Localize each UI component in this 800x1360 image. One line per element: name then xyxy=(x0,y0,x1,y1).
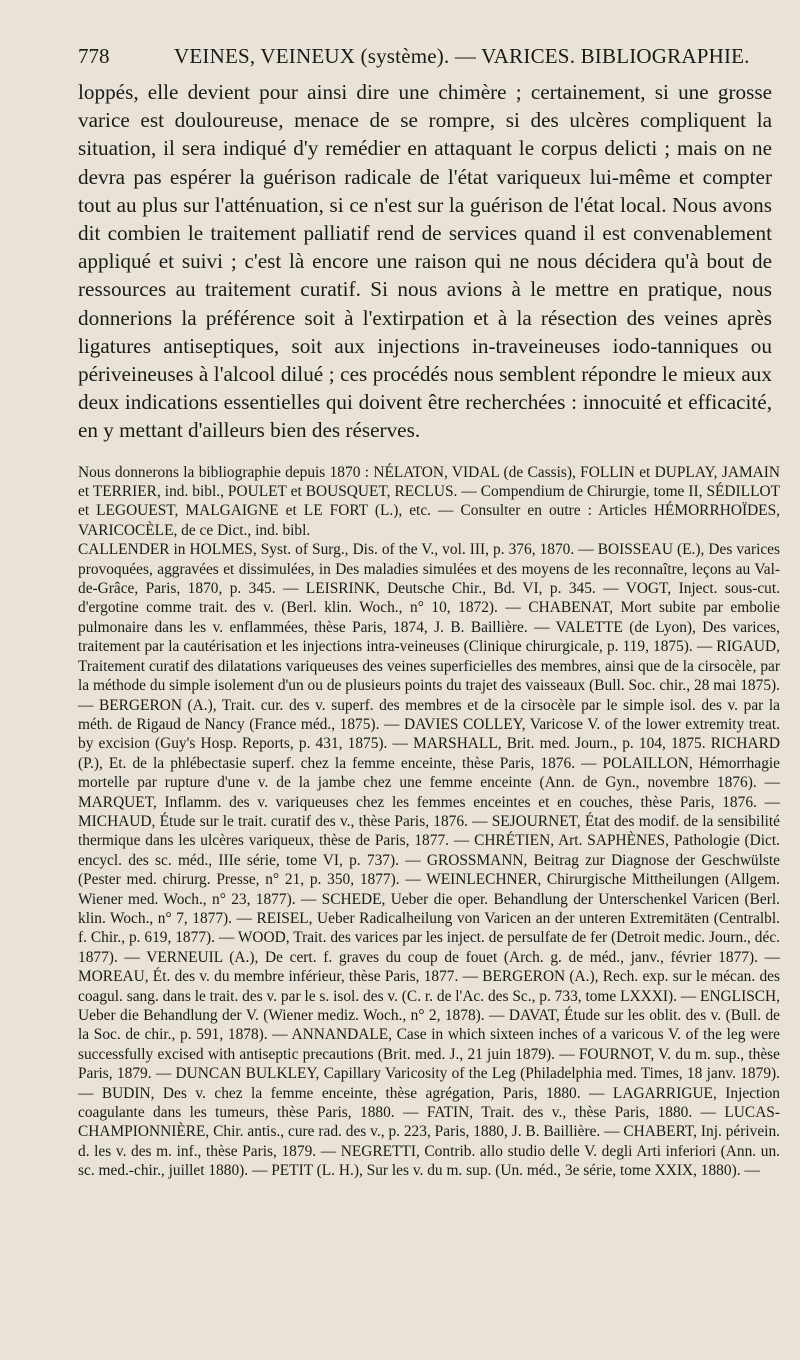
running-header xyxy=(78,40,772,78)
bibliography-entries: CALLENDER in HOLMES, Syst. of Surg., Dis. of the V., vol. III, p. 376, 1870. — BOISSEAU (E.), Des varices provoquées, aggravées et dissimulées, in Des maladies simulées et des moyens de les reconnaître, leçons au Val-de-Grâce, Paris, 1870, p. 345. — LEISRINK, Deutsche Chir., Bd. VI, p. 345. — VOGT, Inject. sous-cut. d'ergotine comme trait. des v. (Berl. klin. Woch., n° 10, 1872). — CHABENAT, Mort subite par embolie pulmonaire dans les v. enflammées, thèse Paris, 1874, J. B. Baillière. — VALETTE (de Lyon), Des varices, traitement par la cautérisation et les injections intra-veineuses (Clinique chirurgicale, p. 119, 1875). — RIGAUD, Traitement curatif des dilatations variqueuses des veines superficielles des membres, ainsi que de la cirsocèle, par la méthode du simple isolement d'un ou de plusieurs points du trajet des vaisseaux (Bull. Soc. chir., 28 mai 1875). — BERGERON (A.), Trait. cur. des v. superf. des membres et de la cirsocèle par le simple isol. des v. par la méth. de Rigaud de Nancy (France méd., 1875). — DAVIES COLLEY, Varicose V. of the lower extremity treat. by excision (Guy's Hosp. Reports, p. 431, 1875). — MARSHALL, Brit. med. Journ., p. 104, 1875. RICHARD (P.), Et. de la phlébectasie superf. chez la femme enceinte, thèse Paris, 1876. — POLAILLON, Hémorrhagie mortelle par rupture d'une v. de la jambe chez une femme enceinte (Ann. de Gyn., novembre 1876). — MARQUET, Inflamm. des v. variqueuses chez les femmes enceintes et en couches, thèse Paris, 1876. — MICHAUD, Étude sur le trait. curatif des v., thèse Paris, 1876. — SEJOURNET, État des modif. de la sensibilité thermique dans les ulcères variqueux, thèse de Paris, 1877. — CHRÉTIEN, Art. SAPHÈNES, Pathologie (Dict. encycl. des sc. méd., IIIe série, tome VI, p. 737). — GROSSMANN, Beitrag zur Diagnose der Geschwülste (Pester med. chirurg. Presse, n° 21, p. 350, 1877). — WEINLECHNER, Chirurgische Mittheilungen (Allgem. Wiener med. Woch., n° 23, 1877). — SCHEDE, Ueber die oper. Behandlung der Unterschenkel Varicen (Berl. klin. Woch., n° 7, 1877). — REISEL, Ueber Radicalheilung von Varicen an der unteren Extremitäten (Centralbl. f. Chir., p. 619, 1877). — WOOD, Trait. des varices par les inject. de persulfate de fer (Detroit medic. Journ., déc. 1877). — VERNEUIL (A.), De cert. f. graves du coup de fouet (Arch. g. de méd., janv., février 1877). — MOREAU, Ét. des v. du membre inférieur, thèse Paris, 1877. — BERGERON (A.), Rech. exp. sur le mécan. des coagul. sang. dans le trait. des v. par le s. isol. des v. (C. r. de l'Ac. des Sc., p. 733, tome LXXXI). — ENGLISCH, Ueber die Behandlung der V. (Wiener mediz. Woch., n° 2, 1878). — DAVAT, Étude sur les oblit. des v. (Bull. de la Soc. de chir., p. 591, 1878). — ANNANDALE, Case in which sixteen inches of a varicous V. of the leg were successfully excised with antiseptic precautions (Brit. med. J., 21 juin 1879). — FOURNOT, V. du m. sup., thèse Paris, 1879. — DUNCAN BULKLEY, Capillary Varicosity of the Leg (Philadelphia med. Times, 18 janv. 1879). — BUDIN, Des v. chez la femme enceinte, thèse agrégation, Paris, 1880. — LAGARRIGUE, Injection coagulante dans les tumeurs, thèse Paris, 1880. — FATIN, Trait. des v., thèse Paris, 1880. — LUCAS-CHAMPIONNIÈRE, Chir. antis., cure rad. des v., p. 223, Paris, 1880, J. B. Baillière. — CHABERT, Inj. périvein. d. les v. des m. inf., thèse Paris, 1879. — NEGRETTI, Contrib. allo studio delle V. degli Arti inferiori (Ann. un. sc. med.-chir., juillet 1880). — PETIT (L. H.), Sur les v. du m. sup. (Un. méd., 3e série, tome XXIX, 1880). — xyxy=(78,541,780,1180)
bibliography xyxy=(78,463,780,1181)
page-title: VEINES, VEINEUX (système). — VARICES. BIBLIOGRAPHIE. xyxy=(174,44,750,68)
bibliography-intro: Nous donnerons la bibliographie depuis 1870 : NÉLATON, VIDAL (de Cassis), FOLLIN et DUPLAY, JAMAIN et TERRIER, ind. bibl., POULET et BOUSQUET, RECLUS. — Compendium de Chirurgie, tome II, SÉDILLOT et LEGOUEST, MALGAIGNE et LE FORT (L.), etc. — Consulter en outre : Articles HÉMORRHOÏDES, VARICOCÈLE, de ce Dict., ind. bibl. xyxy=(78,463,780,539)
body-paragraph: loppés, elle devient pour ainsi dire une chimère ; certainement, si une grosse varice est douloureuse, menace de se rompre, si des ulcères compliquent la situation, il sera indiqué d'y remédier en attaquant le corpus delicti ; mais on ne devra pas espérer la guérison radicale de l'état variqueux lui-même et compter tout au plus sur l'atténuation, si ce n'est sur la guérison de l'état local. Nous avons dit combien le traitement palliatif rend de services quand il est convenablement appliqué et suivi ; c'est là encore une raison qui ne nous décidera qu'à bout de ressources au traitement curatif. Si nous avions à le mettre en pratique, nous donnerions la préférence soit à l'extirpation et à la résection des veines après ligatures antiseptiques, soit aux injections in-traveineuses iodo-tanniques ou périveineuses à l'alcool dilué ; ces procédés nous semblent répondre le mieux aux deux indications essentielles qui doivent être recherchées : innocuité et efficacité, en y mettant d'ailleurs bien des réserves. xyxy=(78,80,772,443)
page-number: 778 xyxy=(78,44,110,68)
